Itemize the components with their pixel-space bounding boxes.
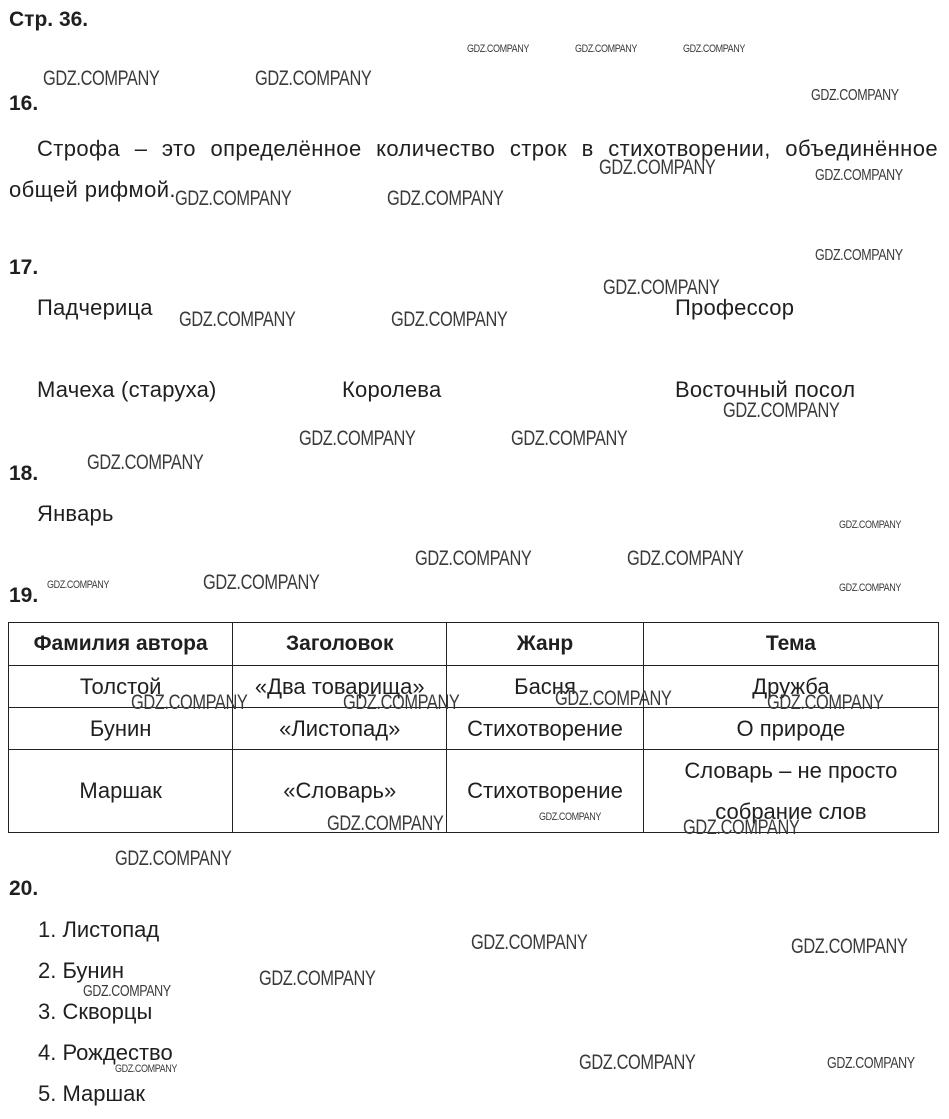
cell-title: «Два товарища» — [233, 666, 447, 708]
cell-title: «Словарь» — [233, 750, 447, 833]
watermark: GDZ.COMPANY — [327, 812, 444, 835]
watermark: GDZ.COMPANY — [387, 187, 504, 210]
task-17-number: 17. — [9, 256, 39, 279]
watermark: GDZ.COMPANY — [683, 816, 800, 839]
watermark: GDZ.COMPANY — [811, 87, 899, 104]
cell-genre: Стихотворение — [447, 750, 644, 833]
page-number-heading: Стр. 36. — [9, 8, 89, 31]
column-header-author: Фамилия автора — [9, 623, 233, 666]
cell-genre: Басня — [447, 666, 644, 708]
watermark: GDZ.COMPANY — [255, 67, 372, 90]
watermark: GDZ.COMPANY — [827, 1055, 915, 1072]
watermark: GDZ.COMPANY — [471, 931, 588, 954]
cell-author: Толстой — [9, 666, 233, 708]
task-20-number: 20. — [9, 877, 39, 900]
watermark: GDZ.COMPANY — [47, 579, 109, 591]
character-queen: Королева — [342, 377, 442, 402]
cell-theme: О природе — [643, 708, 938, 750]
watermark: GDZ.COMPANY — [83, 983, 171, 1000]
watermark: GDZ.COMPANY — [415, 547, 532, 570]
column-header-title: Заголовок — [233, 623, 447, 666]
watermark: GDZ.COMPANY — [299, 427, 416, 450]
character-professor: Профессор — [675, 295, 795, 320]
watermark: GDZ.COMPANY — [683, 43, 745, 55]
cell-author: Маршак — [9, 750, 233, 833]
list-item: 1. Листопад — [38, 917, 160, 942]
watermark: GDZ.COMPANY — [539, 811, 601, 823]
watermark: GDZ.COMPANY — [723, 399, 840, 422]
task-16-number: 16. — [9, 92, 39, 115]
cell-author: Бунин — [9, 708, 233, 750]
cell-genre: Стихотворение — [447, 708, 644, 750]
cell-theme: Словарь – не просто собрание слов — [643, 750, 938, 833]
watermark: GDZ.COMPANY — [179, 308, 296, 331]
watermark: GDZ.COMPANY — [839, 519, 901, 531]
works-table — [8, 622, 939, 833]
task-16-answer-text: Строфа – это определённое количество строк в стихотворении, объединённое общей рифмой. — [9, 136, 938, 202]
watermark: GDZ.COMPANY — [555, 687, 672, 710]
watermark: GDZ.COMPANY — [599, 156, 716, 179]
watermark: GDZ.COMPANY — [343, 691, 460, 714]
list-item: 4. Рождество — [38, 1040, 173, 1065]
watermark: GDZ.COMPANY — [627, 547, 744, 570]
watermark: GDZ.COMPANY — [131, 691, 248, 714]
watermark: GDZ.COMPANY — [467, 43, 529, 55]
character-stepdaughter: Падчерица — [37, 295, 153, 320]
column-header-theme: Тема — [643, 623, 938, 666]
character-eastern-ambassador: Восточный посол — [675, 377, 856, 402]
watermark: GDZ.COMPANY — [203, 571, 320, 594]
watermark: GDZ.COMPANY — [391, 308, 508, 331]
task-18-number: 18. — [9, 462, 39, 485]
watermark: GDZ.COMPANY — [791, 935, 908, 958]
watermark: GDZ.COMPANY — [259, 967, 376, 990]
watermark: GDZ.COMPANY — [815, 167, 903, 184]
list-item: 5. Маршак — [38, 1081, 146, 1106]
column-header-genre: Жанр — [447, 623, 644, 666]
list-item: 3. Скворцы — [38, 999, 153, 1024]
watermark: GDZ.COMPANY — [579, 1051, 696, 1074]
watermark: GDZ.COMPANY — [815, 247, 903, 264]
character-stepmother: Мачеха (старуха) — [37, 377, 217, 402]
watermark: GDZ.COMPANY — [575, 43, 637, 55]
watermark: GDZ.COMPANY — [511, 427, 628, 450]
table-header-row — [9, 623, 939, 666]
cell-title: «Листопад» — [233, 708, 447, 750]
watermark: GDZ.COMPANY — [175, 187, 292, 210]
watermark: GDZ.COMPANY — [839, 582, 901, 594]
watermark: GDZ.COMPANY — [43, 67, 160, 90]
cell-theme: Дружба — [643, 666, 938, 708]
list-item: 2. Бунин — [38, 958, 125, 983]
watermark: GDZ.COMPANY — [767, 691, 884, 714]
task-19-number: 19. — [9, 584, 39, 607]
watermark: GDZ.COMPANY — [115, 847, 232, 870]
watermark: GDZ.COMPANY — [603, 276, 720, 299]
task-18-answer: Январь — [37, 501, 114, 526]
watermark: GDZ.COMPANY — [87, 451, 204, 474]
watermark: GDZ.COMPANY — [115, 1063, 177, 1075]
